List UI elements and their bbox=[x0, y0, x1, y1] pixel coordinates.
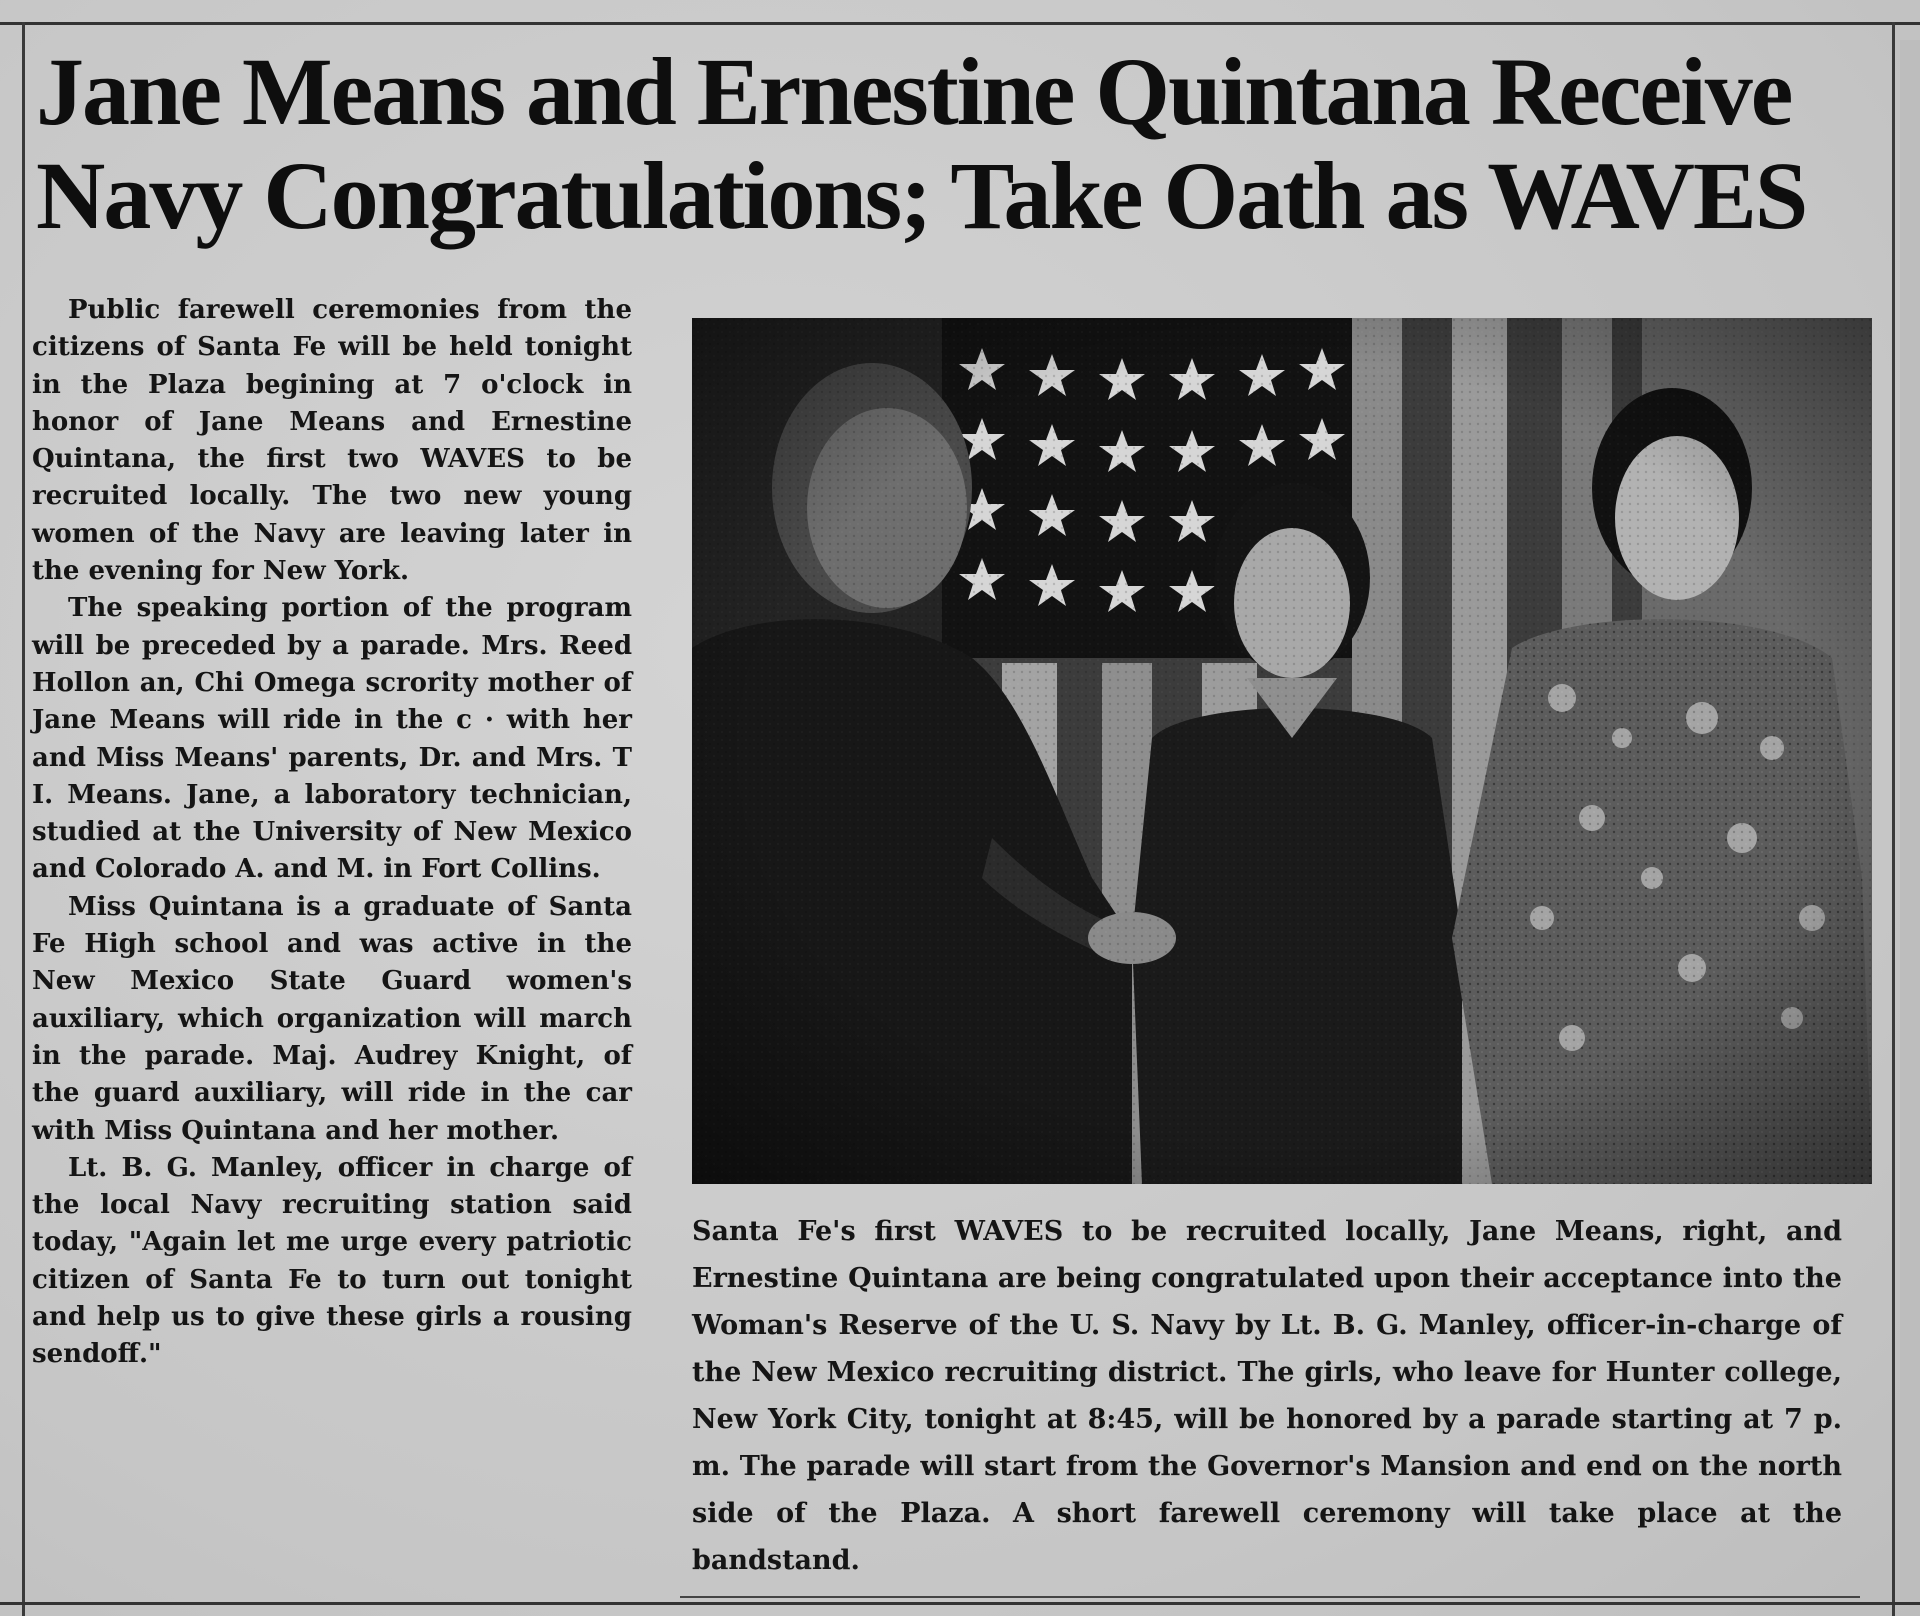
article-paragraph: Public farewell ceremonies from the citizens of Santa Fe will be held tonight in the Plaza begining at 7 o'clock in honor of Jane Means and Ernestine Quintana, the first two WAVES to be recruited locally. The two new young women of the Navy are leaving later in the evening for New York. bbox=[32, 295, 632, 587]
news-photo-illustration bbox=[692, 318, 1872, 1184]
article-paragraph: Miss Quintana is a graduate of Santa Fe High school and was active in the New Mexico State Guard women's auxiliary, which organization will march in the parade. Maj. Audrey Knight, of the guard auxiliary, will ride in the car with Miss Quintana and her mother. bbox=[32, 891, 632, 1146]
headline bbox=[36, 40, 1856, 248]
headline-line-2: Navy Congratulations; Take Oath as WAVES bbox=[36, 142, 1807, 249]
article-paragraph: Lt. B. G. Manley, officer in charge of the local Navy recruiting station said today, "Again let me urge every patriotic citizen of Santa Fe to turn out tonight and help us to give these girls a rousing sendoff." bbox=[32, 1152, 632, 1370]
article-body bbox=[32, 292, 632, 1374]
article-paragraph: The speaking portion of the program will be preceded by a parade. Mrs. Reed Hollon an, Chi Omega scrority mother of Jane Means will ride in the c · with her and Miss Means' parents, Dr. and Mrs. T I. Means. Jane, a laboratory technician, studied at the University of New Mexico and Colorado A. and M. in Fort Collins. bbox=[32, 593, 632, 885]
bottom-border-rule bbox=[0, 1602, 1920, 1605]
adjacent-column-edge bbox=[1900, 40, 1920, 1600]
top-border-rule bbox=[0, 22, 1920, 25]
headline-line-1: Jane Means and Ernestine Quintana Receive bbox=[36, 38, 1792, 145]
right-border-rule bbox=[1892, 22, 1895, 1616]
news-photo bbox=[692, 318, 1872, 1184]
photo-caption: Santa Fe's first WAVES to be recruited locally, Jane Means, right, and Ernestine Quintana are being congratulated upon their acceptance into the Woman's Reserve of the U. S. Navy by Lt. B. G. Manley, officer-in-charge of the New Mexico recruiting district. The girls, who leave for Hunter college, New York City, tonight at 8:45, will be honored by a parade starting at 7 p. m. The parade will start from the Governor's Mansion and end on the north side of the Plaza. A short farewell ceremony will take place at the bandstand. bbox=[692, 1216, 1842, 1576]
left-border-rule bbox=[22, 22, 25, 1616]
caption-bottom-rule bbox=[680, 1596, 1860, 1598]
